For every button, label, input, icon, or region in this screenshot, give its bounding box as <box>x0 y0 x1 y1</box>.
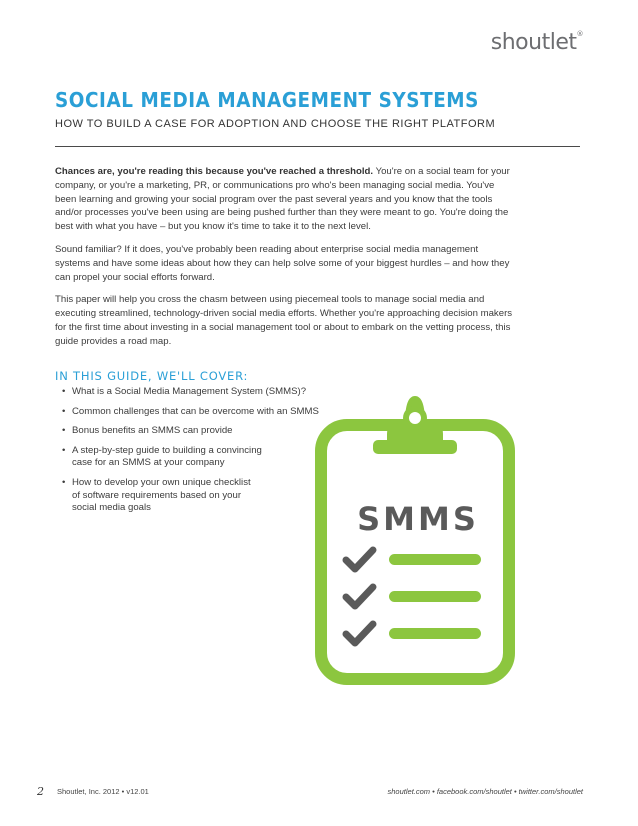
clipboard-clip-hole <box>409 412 421 424</box>
clipboard-svg <box>315 390 515 685</box>
intro-lead: Chances are, you're reading this because you've reached a threshold. <box>55 166 374 177</box>
header-divider <box>55 146 580 147</box>
list-item-text: Common challenges that can be overcome with an SMMS <box>72 405 319 417</box>
intro-paragraph-3: This paper will help you cross the chasm between using piecemeal tools to manage social media and executing streamlined, technology-driven social media efforts. Whether you're approaching decision makers for the first time about investing in a social management tool or about to embark on the vetting process, this guide provides a road map. <box>55 294 513 347</box>
footer-links: shoutlet.com • facebook.com/shoutlet • twitter.com/shoutlet <box>387 787 583 796</box>
page-footer <box>0 785 638 801</box>
list-item-text: Bonus benefits an SMMS can provide <box>72 425 233 437</box>
bullet: • <box>62 476 66 488</box>
page-title: SOCIAL MEDIA MANAGEMENT SYSTEMS <box>55 88 479 112</box>
page-subtitle: HOW TO BUILD A CASE FOR ADOPTION AND CHOOSE THE RIGHT PLATFORM <box>55 118 496 130</box>
checklist-line <box>389 554 481 565</box>
checklist-line <box>389 591 481 602</box>
intro-paragraph-1 <box>55 165 513 234</box>
clipboard-clip-base <box>373 440 457 454</box>
intro-body <box>55 165 513 358</box>
smms-label: SMMS <box>357 500 479 538</box>
bullet: • <box>62 405 66 417</box>
bullet: • <box>62 444 66 456</box>
list-item-text: How to develop your own unique checklist of software requirements based on your social media goals <box>72 476 251 514</box>
logo-text: shoutlet <box>490 30 577 55</box>
clipboard-checklist-icon <box>315 390 515 685</box>
intro-paragraph-2: Sound familiar? If it does, you've probably been reading about enterprise social media management systems and have some ideas about how they can help solve some of your biggest hurdles – and how they can propel your social efforts forward. <box>55 243 510 283</box>
shoutlet-logo <box>491 30 583 55</box>
bullet: • <box>62 425 66 437</box>
footer-copyright: Shoutlet, Inc. 2012 • v12.01 <box>57 787 149 796</box>
bullet: • <box>62 386 66 397</box>
guide-heading: IN THIS GUIDE, WE'LL COVER: <box>55 369 249 383</box>
list-item-text: A step-by-step guide to building a convincing case for an SMMS at your company <box>72 444 262 469</box>
intro-paragraph-1-text: You're on a social team for your company, or you're a marketing, PR, or communications pro who's been managing social media. You've been learning and growing your social program over the past several years and you know that the tools and/or processes you've been using are being pushed further than they were meant to go. You're doing the best with what you have – but you know it's time to take it to the next level. <box>55 166 510 233</box>
registered-mark: ® <box>576 30 583 38</box>
checklist-line <box>389 628 481 639</box>
page-number: 2 <box>37 785 44 798</box>
list-item-text: What is a Social Media Management System (SMMS)? <box>72 386 307 397</box>
